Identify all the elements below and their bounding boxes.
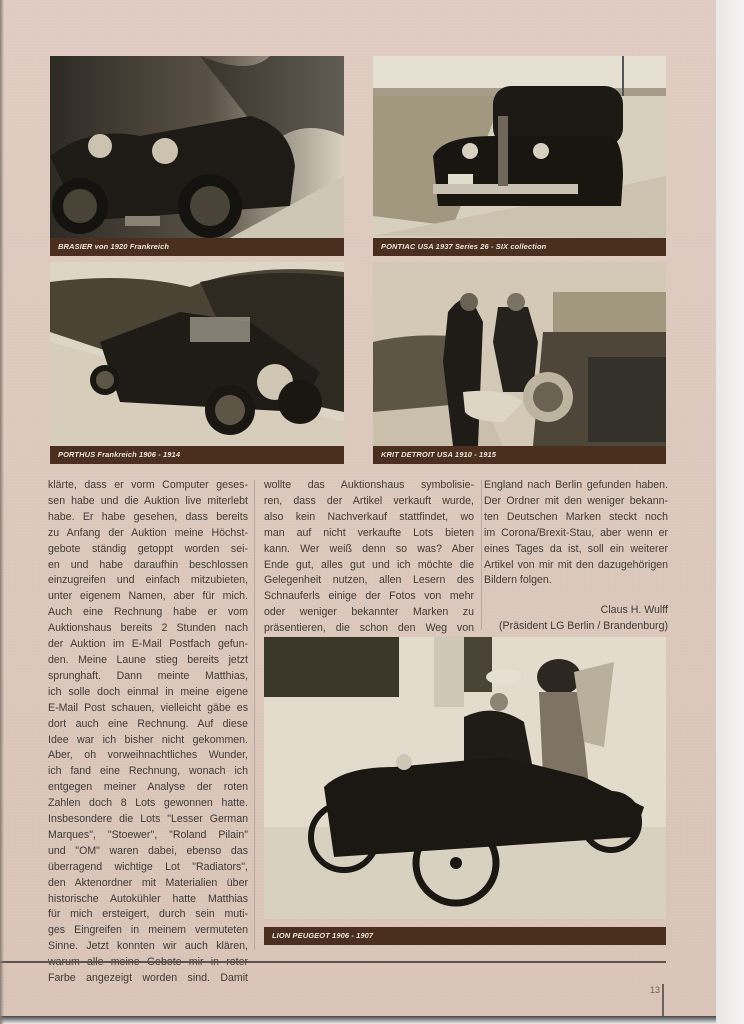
article-line: Sinne. Jetzt konnten wir auch klären, [48, 940, 248, 953]
article-line: einzugreifen und einfach mitzubieten, [48, 574, 248, 587]
brasier-car-image [50, 56, 344, 238]
photo-lion-peugeot [264, 637, 666, 919]
article-column-3-body [484, 478, 668, 589]
article-column-3 [484, 478, 668, 635]
article-column-1 [48, 478, 248, 987]
article-line: ich solle doch einmal in meine eigene [48, 685, 248, 698]
page-number-bar [662, 984, 664, 1016]
article-line: eines Tages da ist, soll ein weiterer [484, 542, 668, 555]
article-line: und "OM" waren dabei, ebenso das [48, 844, 248, 857]
krit-car-image [373, 262, 666, 446]
lion-peugeot-car-image [264, 637, 666, 919]
author-name: Claus H. Wulff [600, 604, 668, 617]
article-line: Ende gut, alles gut und ich möchte die [264, 558, 474, 571]
article-line: Idee war ich bisher nicht gekommen. [48, 733, 248, 746]
article-line: Aber, oh vorweihnachtliches Wunder, [48, 749, 248, 762]
photo-caption: KRIT DETROIT USA 1910 - 1915 [373, 446, 666, 464]
article-line: Zahlen doch 8 Lots gewonnen hatte. [48, 797, 248, 810]
article-line: entgegen meiner Analyse der roten [48, 781, 248, 794]
article-line: ges Eingreifen in meinem vermuteten [48, 924, 248, 937]
article-line: ich fand eine Rechnung, wonach ich [48, 765, 248, 778]
article-line: sprunghaft. Dann meinte Matthias, [48, 669, 248, 682]
article-line: der Auktion im E-Mail Postfach gefun- [48, 638, 248, 651]
article-line: also kein Nachverkauf stattfindet, wo [264, 510, 474, 523]
photo-caption: PONTIAC USA 1937 Series 26 - SIX collection [373, 238, 666, 256]
article-line: England nach Berlin gefunden haben. [484, 479, 668, 491]
article-line: Gelegenheit nutzen, allen Lesern des [264, 574, 474, 587]
photo-brasier [50, 56, 344, 238]
article-column-2 [264, 478, 474, 637]
article-line: habe. Er habe gesehen, dass bereits [48, 510, 248, 523]
article-line: Artikel von mir mit den dazugehörigen [484, 558, 668, 571]
article-line: Der Ordner mit den weniger bekann- [484, 494, 668, 507]
scan-margin-bottom [0, 1016, 716, 1024]
article-line: unter eigenem Namen, aber für mich. [48, 590, 248, 603]
article-line: dort auch eine Rechnung. Auf diese [48, 717, 248, 730]
porthus-car-image [50, 262, 344, 446]
footer-rule [0, 961, 666, 963]
article-line: Auktionshaus bereits 2 Stunden nach [48, 622, 248, 635]
article-line: überragend wichtige Lot "Radiators", [48, 860, 248, 873]
photo-pontiac [373, 56, 666, 238]
article-line: präsentieren, die schon den Weg von [264, 622, 474, 635]
article-line: den Aktenordner mit Materialien über [48, 876, 248, 889]
article-line: klärte, dass er vorm Computer geses- [48, 479, 248, 491]
article-line: zu Anfang der Auktion meine Höchst- [48, 526, 248, 539]
article-line: ren, dass der Artikel verkauft wurde, [264, 494, 474, 507]
scan-margin-right [716, 0, 744, 1024]
photo-porthus [50, 262, 344, 446]
article-line: für mich ersteigert, durch sein muti- [48, 908, 248, 921]
pontiac-car-image [373, 56, 666, 238]
photo-caption: PORTHUS Frankreich 1906 - 1914 [50, 446, 344, 464]
article-line: en und habe daraufhin beschlossen [48, 558, 248, 571]
author-title: (Präsident LG Berlin / Brandenburg) [499, 620, 668, 633]
column-divider [481, 480, 482, 630]
article-line: man auf nicht verkaufte Lots bieten [264, 526, 474, 539]
column-divider [254, 480, 255, 950]
photo-krit [373, 262, 666, 446]
article-line: Schnauferls einige der Fotos von mehr [264, 590, 474, 603]
article-line: historische Autokühler hatte Matthias [48, 892, 248, 905]
article-line: kann. Wer weiß denn so was? Aber [264, 542, 474, 555]
article-line: E-Mail Post schauen, vielleicht gäbe es [48, 701, 248, 714]
article-line: Auch eine Rechnung habe er vom [48, 606, 248, 619]
article-line: Bildern folgen. [484, 574, 552, 587]
article-line [48, 955, 248, 971]
page-number: 13 [650, 985, 661, 995]
article-line: im Corona/Brexit-Stau, aber wenn er [484, 526, 668, 539]
article-line: oder weniger bekannter Marken zu [264, 606, 474, 619]
photo-caption: LION PEUGEOT 1906 - 1907 [264, 927, 666, 945]
article-line: Insbesondere die Lots "Lesser German [48, 813, 248, 826]
article-line: den. Meine Laune stieg bereits jetzt [48, 653, 248, 666]
article-line: sen habe und die Auktion live miterlebt [48, 494, 248, 507]
article-line: Marques", "Stoewer", "Roland Pilain" [48, 828, 248, 841]
article-line: Farbe angezeigt worden sind. Damit [48, 972, 248, 985]
article-line: wollte das Auktionshaus symbolisie- [264, 479, 474, 491]
article-line: gebote ständig getoppt worden sei- [48, 542, 248, 555]
article-line: ten Deutschen Marken steckt noch [484, 510, 668, 523]
scan-margin-left [0, 0, 4, 1024]
photo-caption: BRASIER von 1920 Frankreich [50, 238, 344, 256]
